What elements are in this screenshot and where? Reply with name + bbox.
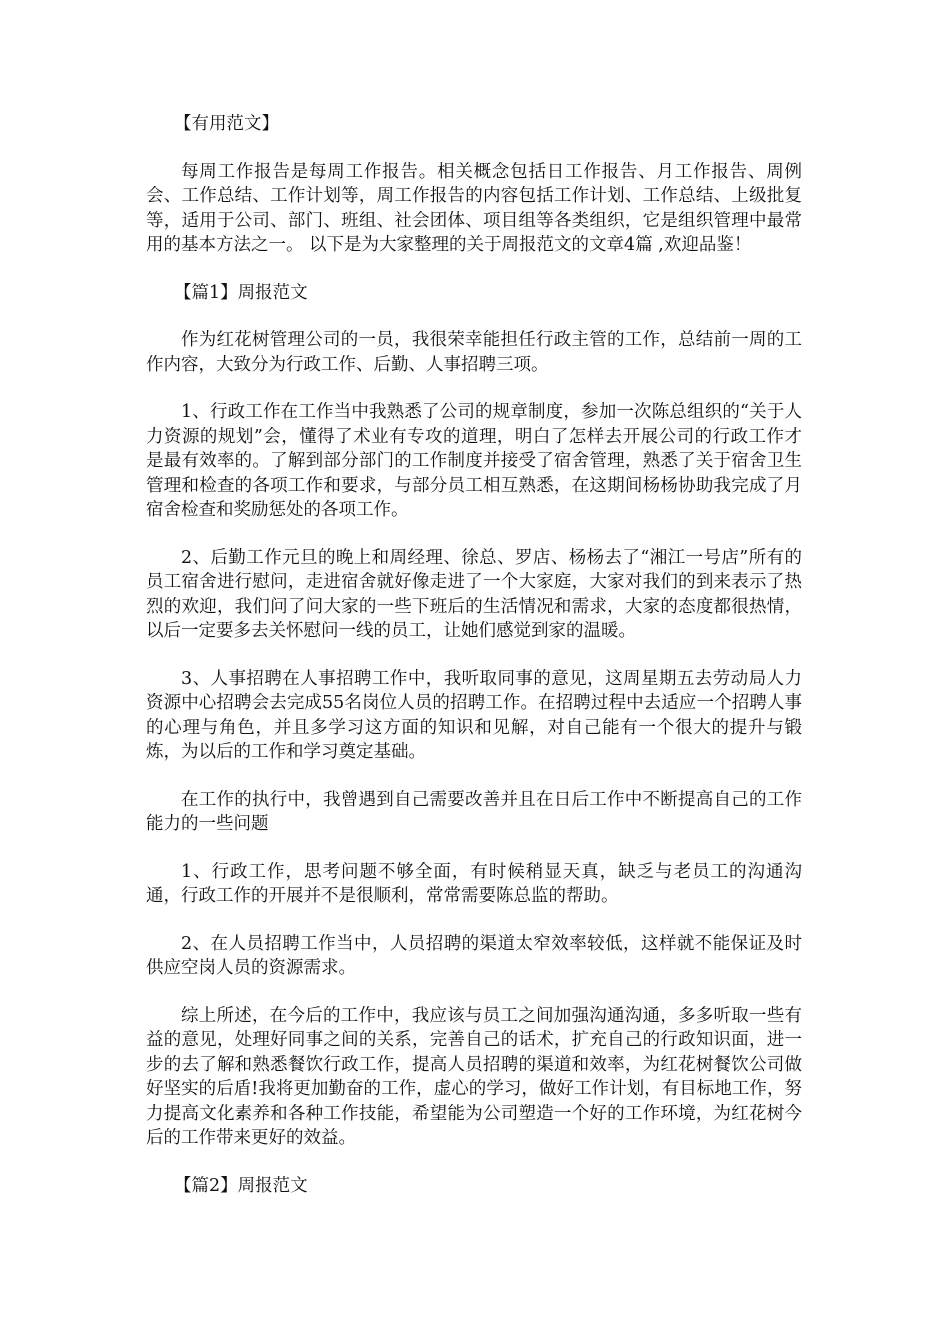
document-page [146, 112, 802, 1221]
section-heading-part-1: 【篇1】周报范文 [174, 282, 308, 303]
body-paragraph: 在工作的执行中，我曾遇到自己需要改善并且在日后工作中不断提高自己的工作能力的一些问题 [146, 789, 802, 834]
section-heading-part-2: 【篇2】周报范文 [174, 1175, 308, 1196]
body-paragraph: 作为红花树管理公司的一员，我很荣幸能担任行政主管的工作，总结前一周的工作内容，大致分为行政工作、后勤、人事招聘三项。 [146, 330, 802, 375]
body-paragraph: 3、人事招聘在人事招聘工作中，我听取同事的意见，这周星期五去劳动局人力资源中心招聘会去完成55名岗位人员的招聘工作。在招聘过程中去适应一个招聘人事的心理与角色，并且多学习这方面的知识和见解，对自己能有一个很大的提升与锻炼，为以后的工作和学习奠定基础。 [146, 668, 802, 762]
body-paragraph: 2、后勤工作元旦的晚上和周经理、徐总、罗店、杨杨去了“湘江一号店”所有的员工宿舍进行慰问，走进宿舍就好像走进了一个大家庭，大家对我们的到来表示了热烈的欢迎，我们问了问大家的一些下班后的生活情况和需求，大家的态度都很热情，以后一定要多去关怀慰问一线的员工，让她们感觉到家的温暖。 [146, 547, 802, 641]
body-paragraph: 1、行政工作，思考问题不够全面，有时候稍显天真，缺乏与老员工的沟通沟通，行政工作的开展并不是很顺利，常常需要陈总监的帮助。 [146, 861, 802, 906]
section-heading-useful-essay: 【有用范文】 [174, 114, 279, 134]
summary-paragraph: 综上所述，在今后的工作中，我应该与员工之间加强沟通沟通，多多听取一些有益的意见，处理好同事之间的关系，完善自己的话术，扩充自己的行政知识面，进一步的去了解和熟悉餐饮行政工作，提高人员招聘的渠道和效率，为红花树餐饮公司做好坚实的后盾!我将更加勤奋的工作，虚心的学习，做好工作计划，有目标地工作，努力提高文化素养和各种工作技能，希望能为公司塑造一个好的工作环境，为红花树今后的工作带来更好的效益。 [146, 1005, 802, 1148]
intro-paragraph: 每周工作报告是每周工作报告。相关概念包括日工作报告、月工作报告、周例会、工作总结、工作计划等，周工作报告的内容包括工作计划、工作总结、上级批复等，适用于公司、部门、班组、社会团体、项目组等各类组织，它是组织管理中最常用的基本方法之一。 以下是为大家整理的关于周报范文的文章4篇 ,欢迎品鉴！ [146, 161, 802, 255]
body-paragraph: 1、行政工作在工作当中我熟悉了公司的规章制度，参加一次陈总组织的“关于人力资源的规划”会，懂得了术业有专攻的道理，明白了怎样去开展公司的行政工作才是最有效率的。了解到部分部门的工作制度并接受了宿舍管理，熟悉了关于宿舍卫生管理和检查的各项工作和要求，与部分员工相互熟悉，在这期间杨杨协助我完成了月宿舍检查和奖励惩处的各项工作。 [146, 402, 802, 520]
body-paragraph: 2、在人员招聘工作当中，人员招聘的渠道太窄效率较低，这样就不能保证及时供应空岗人员的资源需求。 [146, 933, 802, 978]
